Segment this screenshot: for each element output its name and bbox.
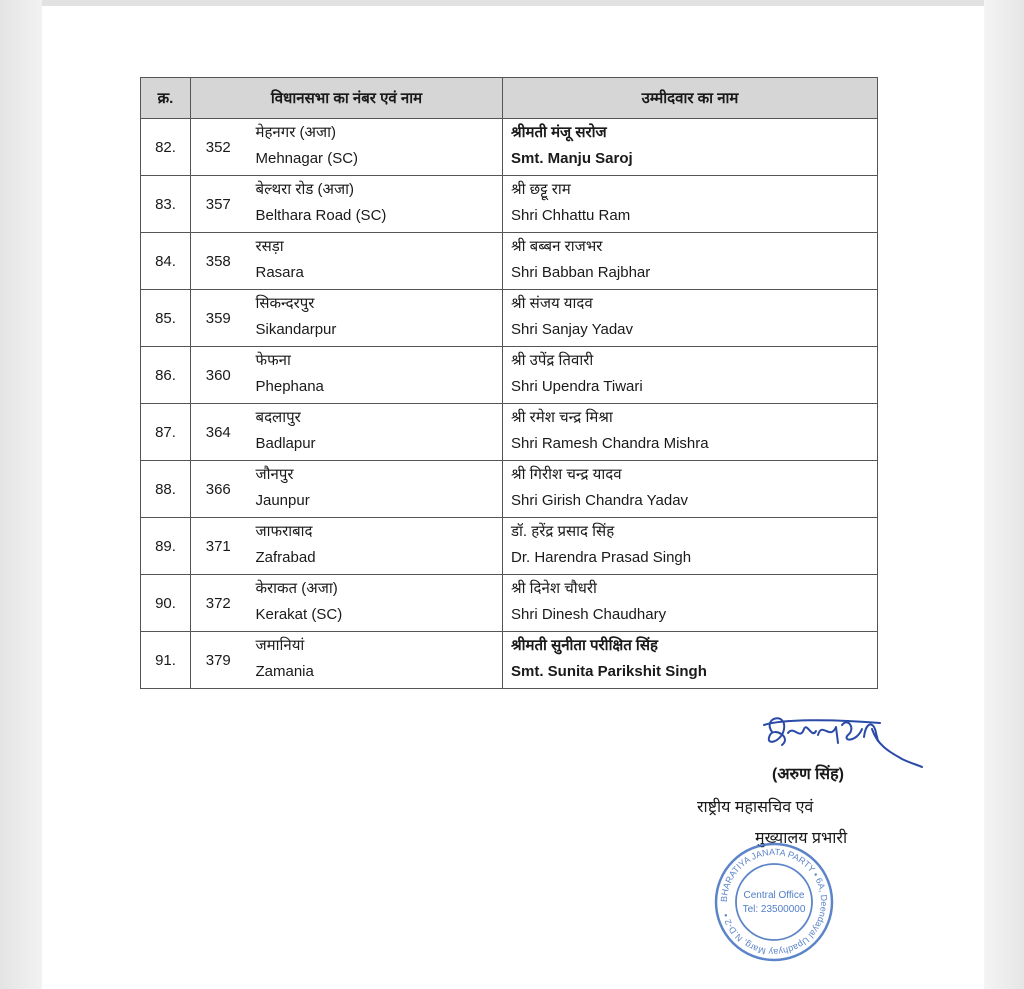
candidate-name-hindi: श्रीमती सुनीता परीक्षित सिंह [511, 637, 658, 654]
constituency-name-english: Rasara [255, 264, 304, 281]
candidate-name-hindi: श्री रमेश चन्द्र मिश्रा [511, 409, 613, 426]
candidate-list-table [140, 77, 878, 689]
constituency-name-hindi: रसड़ा [255, 238, 284, 255]
candidate-name-english: Smt. Manju Saroj [511, 150, 633, 167]
candidate-cell [503, 575, 878, 632]
constituency-name-english: Phephana [255, 378, 324, 395]
constituency-number: 364 [191, 404, 246, 461]
constituency-name-english: Mehnagar (SC) [255, 150, 359, 167]
constituency-name-english: Sikandarpur [255, 321, 337, 338]
table-row [141, 347, 878, 404]
table-row [141, 404, 878, 461]
constituency-name-hindi: सिकन्दरपुर [255, 295, 315, 312]
serial-number: 82. [141, 119, 191, 176]
header-candidate: उम्मीदवार का नाम [503, 78, 878, 119]
candidate-cell [503, 119, 878, 176]
constituency-number: 360 [191, 347, 246, 404]
constituency-name-english: Belthara Road (SC) [255, 207, 387, 224]
constituency-name-hindi: केराकत (अजा) [255, 580, 338, 597]
table-row [141, 461, 878, 518]
candidate-name-english: Shri Dinesh Chaudhary [511, 606, 667, 623]
table-header-row [141, 78, 878, 119]
seal-center-line1: Central Office [743, 890, 805, 901]
constituency-name-hindi: फेफना [255, 352, 291, 369]
signatory-title: राष्ट्रीय महासचिव एवं [697, 799, 814, 816]
serial-number: 89. [141, 518, 191, 575]
constituency-name-hindi: जाफराबाद [255, 523, 313, 540]
serial-number: 88. [141, 461, 191, 518]
candidate-cell [503, 233, 878, 290]
constituency-number: 372 [191, 575, 246, 632]
constituency-name-hindi: बदलापुर [255, 409, 301, 426]
constituency-cell [246, 347, 503, 404]
candidate-name-hindi: श्री उपेंद्र तिवारी [511, 352, 594, 369]
table-row [141, 575, 878, 632]
constituency-name-english: Jaunpur [255, 492, 310, 509]
candidate-cell [503, 632, 878, 689]
serial-number: 90. [141, 575, 191, 632]
constituency-number: 358 [191, 233, 246, 290]
candidate-cell [503, 461, 878, 518]
table-row [141, 518, 878, 575]
candidate-cell [503, 290, 878, 347]
constituency-cell [246, 632, 503, 689]
candidate-name-english: Dr. Harendra Prasad Singh [511, 549, 692, 566]
serial-number: 84. [141, 233, 191, 290]
header-constituency: विधानसभा का नंबर एवं नाम [191, 78, 503, 119]
candidate-cell [503, 518, 878, 575]
constituency-name-hindi: बेल्थरा रोड (अजा) [255, 181, 355, 198]
candidate-name-hindi: श्री संजय यादव [511, 295, 593, 312]
candidate-name-english: Smt. Sunita Parikshit Singh [511, 663, 707, 680]
constituency-cell [246, 404, 503, 461]
constituency-cell [246, 518, 503, 575]
constituency-number: 379 [191, 632, 246, 689]
constituency-number: 357 [191, 176, 246, 233]
constituency-cell [246, 233, 503, 290]
constituency-name-english: Zamania [255, 663, 314, 680]
constituency-name-hindi: मेहनगर (अजा) [255, 124, 336, 141]
constituency-number: 359 [191, 290, 246, 347]
serial-number: 87. [141, 404, 191, 461]
constituency-cell [246, 290, 503, 347]
candidate-name-english: Shri Sanjay Yadav [511, 321, 634, 338]
constituency-cell [246, 176, 503, 233]
candidate-name-hindi: डॉ. हरेंद्र प्रसाद सिंह [511, 523, 615, 540]
constituency-number: 371 [191, 518, 246, 575]
constituency-name-english: Zafrabad [255, 549, 316, 566]
signatory-office: मुख्यालय प्रभारी [755, 830, 848, 847]
candidate-name-hindi: श्री दिनेश चौधरी [511, 580, 597, 597]
table-row [141, 176, 878, 233]
candidate-name-english: Shri Chhattu Ram [511, 207, 631, 224]
constituency-number: 352 [191, 119, 246, 176]
serial-number: 83. [141, 176, 191, 233]
signatory-name: (अरुण सिंह) [772, 766, 844, 783]
table-row [141, 632, 878, 689]
candidate-name-hindi: श्री बब्बन राजभर [511, 238, 603, 255]
constituency-name-english: Badlapur [255, 435, 316, 452]
candidate-name-english: Shri Ramesh Chandra Mishra [511, 435, 709, 452]
serial-number: 91. [141, 632, 191, 689]
candidate-name-english: Shri Upendra Tiwari [511, 378, 643, 395]
table-row [141, 119, 878, 176]
candidate-name-english: Shri Babban Rajbhar [511, 264, 651, 281]
seal-center-line2: Tel: 23500000 [742, 904, 806, 915]
candidate-name-hindi: श्री गिरीश चन्द्र यादव [511, 466, 622, 483]
constituency-cell [246, 119, 503, 176]
constituency-cell [246, 575, 503, 632]
scan-left-edge [0, 0, 42, 989]
candidate-name-hindi: श्री छट्टू राम [511, 181, 571, 198]
constituency-cell [246, 461, 503, 518]
candidate-cell [503, 347, 878, 404]
constituency-name-english: Kerakat (SC) [255, 606, 343, 623]
candidate-name-english: Shri Girish Chandra Yadav [511, 492, 689, 509]
candidate-cell [503, 176, 878, 233]
serial-number: 86. [141, 347, 191, 404]
party-seal-stamp [712, 840, 836, 964]
serial-number: 85. [141, 290, 191, 347]
candidate-cell [503, 404, 878, 461]
table-row [141, 290, 878, 347]
table-row [141, 233, 878, 290]
constituency-name-hindi: जमानियां [255, 637, 305, 654]
seal-ring-text: BHARATIYA JANATA PARTY • 6A, Deendayal Upadhyay Marg, N.D-2 • [718, 846, 830, 958]
scan-right-edge [984, 0, 1024, 989]
constituency-name-hindi: जौनपुर [255, 466, 294, 483]
constituency-number: 366 [191, 461, 246, 518]
candidate-name-hindi: श्रीमती मंजू सरोज [511, 124, 607, 141]
header-serial: क्र. [141, 78, 191, 119]
